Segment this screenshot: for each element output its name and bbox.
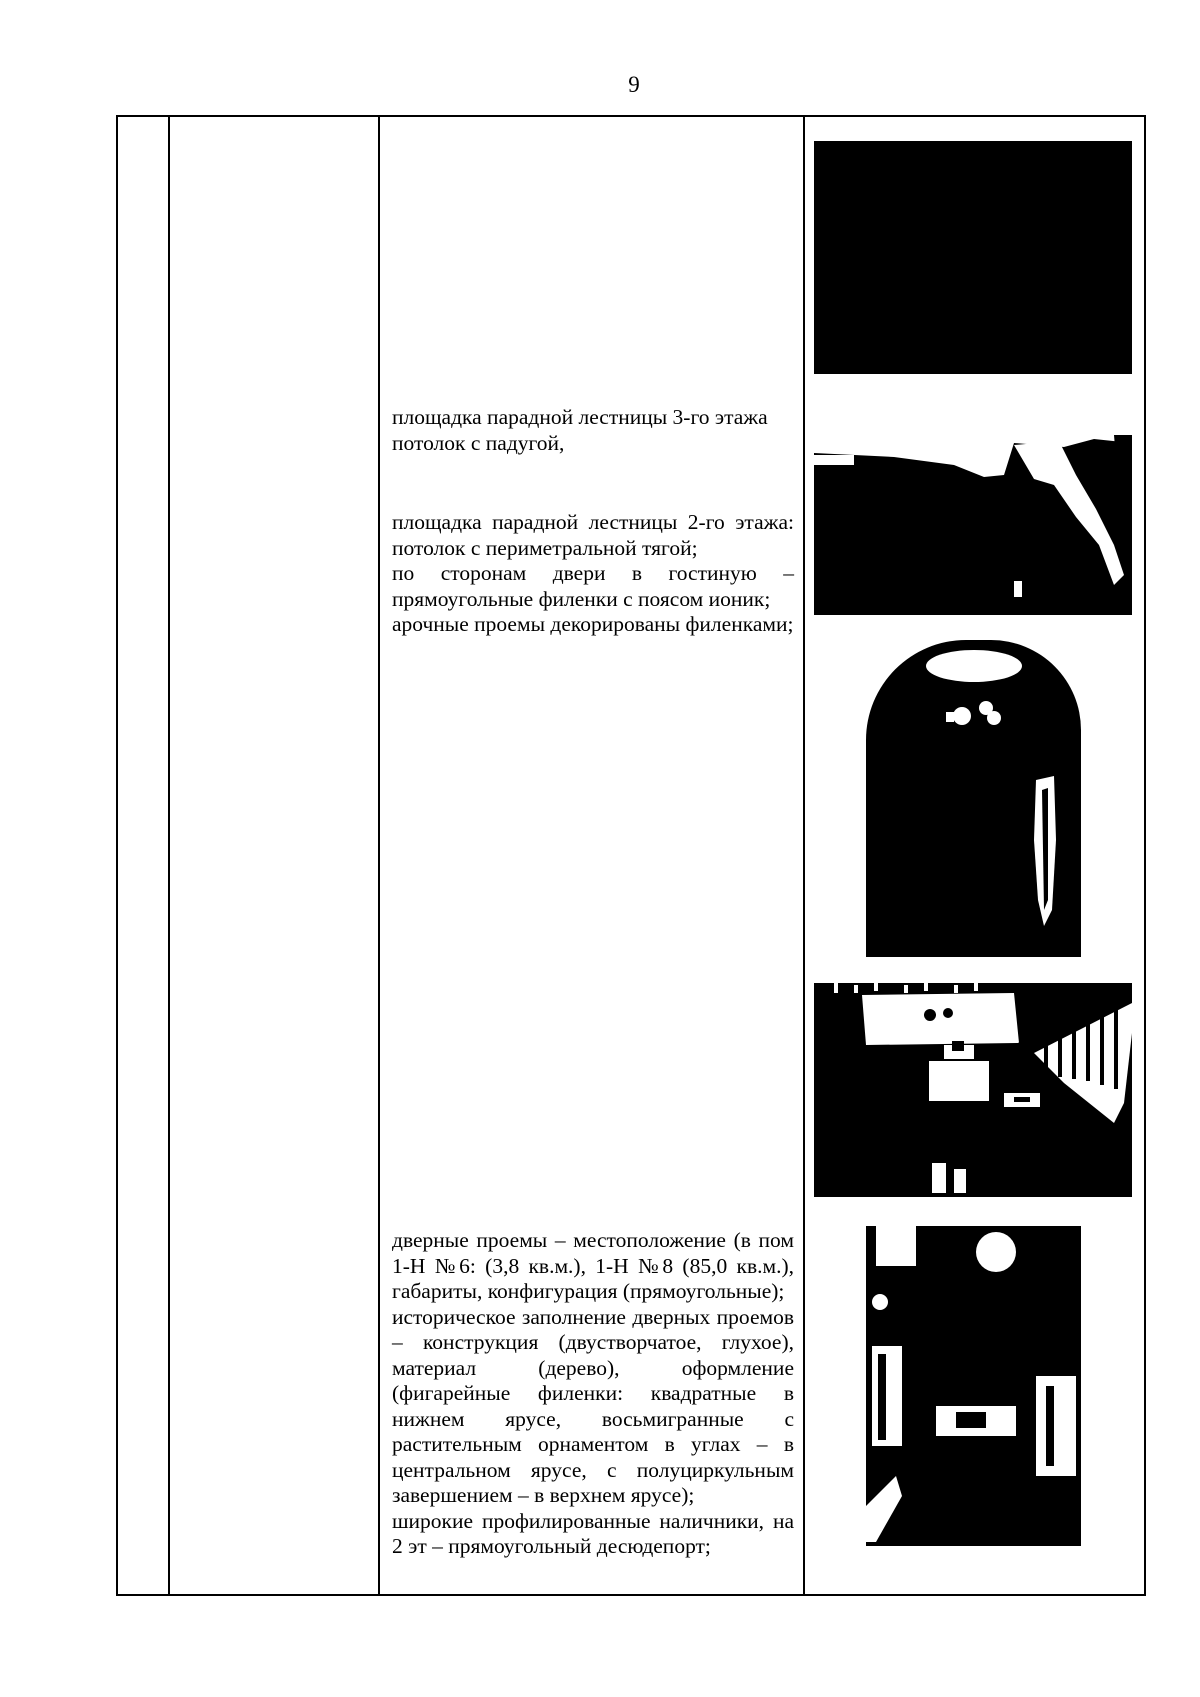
description-line: площадка парадной лестницы 3-го этажа xyxy=(392,405,768,429)
photo-arched-ceiling-landing-image xyxy=(866,640,1081,957)
photo-ceiling-landing-3rd-floor-image xyxy=(814,435,1132,615)
description-line: историческое заполнение дверных проемов – конструкция (двустворчатое, глухое), материал (дерево), оформление (фигарейные филенки: квадратные в нижнем ярусе, восьмигранные с растительным орнаментом в углах – в центральном ярусе, с полуциркульным завершением – в верхнем ярусе); xyxy=(392,1304,794,1507)
description-line: арочные проемы декорированы филенками; xyxy=(392,612,794,636)
photo-ceiling-landing-3rd-floor xyxy=(814,435,1132,615)
photo-door-opening-interior-image xyxy=(866,1226,1081,1546)
page-number: 9 xyxy=(628,72,640,97)
photo-arched-ceiling-landing xyxy=(866,640,1081,957)
photo-door-opening-interior xyxy=(866,1226,1081,1546)
photo-black-panel xyxy=(814,141,1132,374)
description-line: потолок с падугой, xyxy=(392,430,565,455)
description-block-3rd-floor xyxy=(392,405,794,456)
column-divider-2 xyxy=(378,115,380,1596)
photo-staircase-landing-railing-image xyxy=(814,983,1132,1197)
description-line: площадка парадной лестницы 2-го этажа: потолок с периметральной тягой; xyxy=(392,510,794,560)
description-line: по сторонам двери в гостиную – прямоугольные филенки с поясом ионик; xyxy=(392,561,794,611)
description-line: дверные проемы – местоположение (в пом 1-Н №6: (3,8 кв.м.), 1-Н №8 (85,0 кв.м.), габариты, конфигурация (прямоугольные); xyxy=(392,1228,794,1303)
description-block-doors xyxy=(392,1228,794,1560)
photo-staircase-landing-railing xyxy=(814,983,1132,1197)
column-divider-1 xyxy=(168,115,170,1596)
description-block-2nd-floor xyxy=(392,510,794,638)
column-divider-3 xyxy=(803,115,805,1596)
description-line: широкие профилированные наличники, на 2 эт – прямоугольный десюдепорт; xyxy=(392,1508,794,1558)
